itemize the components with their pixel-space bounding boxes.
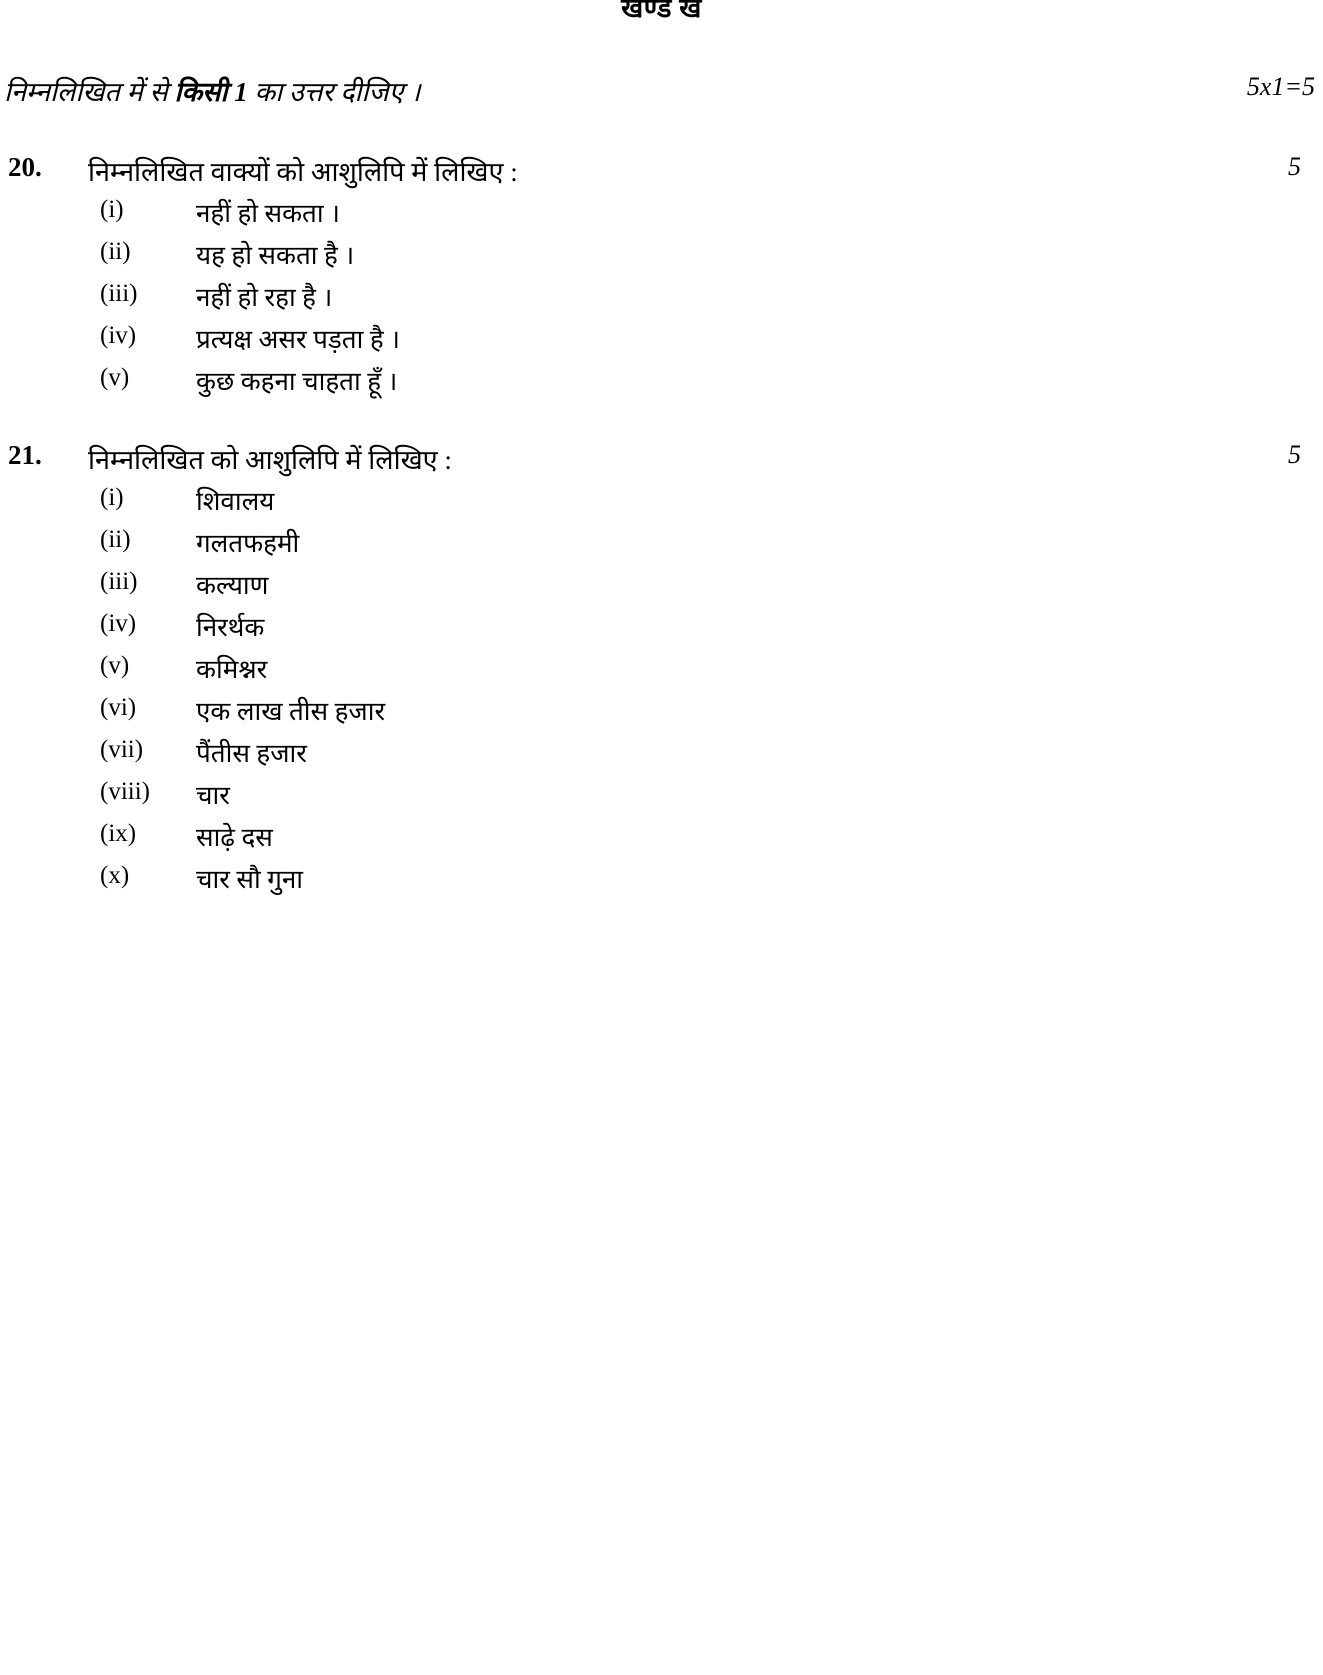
list-item-marker: (x) xyxy=(100,862,130,889)
instruction-prefix: निम्नलिखित में से xyxy=(4,77,175,107)
list-item-text: पैंतीस हजार xyxy=(196,739,307,768)
list-item-marker: (vii) xyxy=(100,736,144,763)
list-item xyxy=(100,526,1200,568)
list-item-marker: (vi) xyxy=(100,694,137,721)
list-item-marker: (ix) xyxy=(100,820,137,847)
list-item-text: कुछ कहना चाहता हूँ । xyxy=(196,367,398,396)
instruction-text xyxy=(4,72,420,109)
section-header: खण्ड ख xyxy=(621,0,702,23)
list-item xyxy=(100,862,1200,904)
list-item-marker: (iv) xyxy=(100,322,137,349)
list-item-text: शिवालय xyxy=(196,487,275,516)
list-item xyxy=(100,484,1200,526)
question-21-text: निम्नलिखित को आशुलिपि में लिखिए : xyxy=(88,445,452,475)
question-21-number: 21. xyxy=(8,440,42,470)
list-item xyxy=(100,610,1200,652)
question-20-sub-list xyxy=(100,196,1200,406)
list-item-marker: (i) xyxy=(100,484,124,511)
list-item-marker: (iii) xyxy=(100,280,138,307)
list-item-text: नहीं हो रहा है । xyxy=(196,283,333,312)
list-item-marker: (ii) xyxy=(100,238,131,265)
list-item xyxy=(100,322,1200,364)
question-21-marks: 5 xyxy=(1288,440,1301,469)
list-item-text: प्रत्यक्ष असर पड़ता है । xyxy=(196,325,401,354)
list-item xyxy=(100,238,1200,280)
instruction-row xyxy=(0,72,1323,112)
list-item xyxy=(100,280,1200,322)
list-item-marker: (iv) xyxy=(100,610,137,637)
list-item xyxy=(100,364,1200,406)
list-item-text: कल्याण xyxy=(196,571,269,600)
list-item xyxy=(100,694,1200,736)
instruction-suffix: का उत्तर दीजिए । xyxy=(247,77,421,107)
list-item-text: चार xyxy=(196,781,230,810)
list-item xyxy=(100,568,1200,610)
question-20-text: निम्नलिखित वाक्यों को आशुलिपि में लिखिए : xyxy=(88,157,518,187)
list-item-text: चार सौ गुना xyxy=(196,865,303,894)
question-20-marks: 5 xyxy=(1288,152,1301,181)
list-item xyxy=(100,196,1200,238)
list-item-text: निरर्थक xyxy=(196,613,265,642)
list-item-marker: (v) xyxy=(100,364,130,391)
list-item-text: कमिश्नर xyxy=(196,655,268,684)
list-item xyxy=(100,778,1200,820)
list-item xyxy=(100,820,1200,862)
list-item-marker: (v) xyxy=(100,652,130,679)
list-item-text: यह हो सकता है । xyxy=(196,241,355,270)
question-21-sub-list xyxy=(100,484,1200,904)
question-20-number: 20. xyxy=(8,152,42,182)
list-item-marker: (i) xyxy=(100,196,124,223)
list-item-marker: (iii) xyxy=(100,568,138,595)
list-item-marker: (viii) xyxy=(100,778,150,805)
instruction-marks: 5x1=5 xyxy=(1246,72,1315,101)
list-item-text: साढ़े दस xyxy=(196,823,273,852)
instruction-emphasis: किसी 1 xyxy=(174,77,248,107)
list-item-marker: (ii) xyxy=(100,526,131,553)
list-item-text: नहीं हो सकता । xyxy=(196,199,340,228)
list-item-text: एक लाख तीस हजार xyxy=(196,697,386,726)
list-item-text: गलतफहमी xyxy=(196,529,300,558)
list-item xyxy=(100,736,1200,778)
list-item xyxy=(100,652,1200,694)
